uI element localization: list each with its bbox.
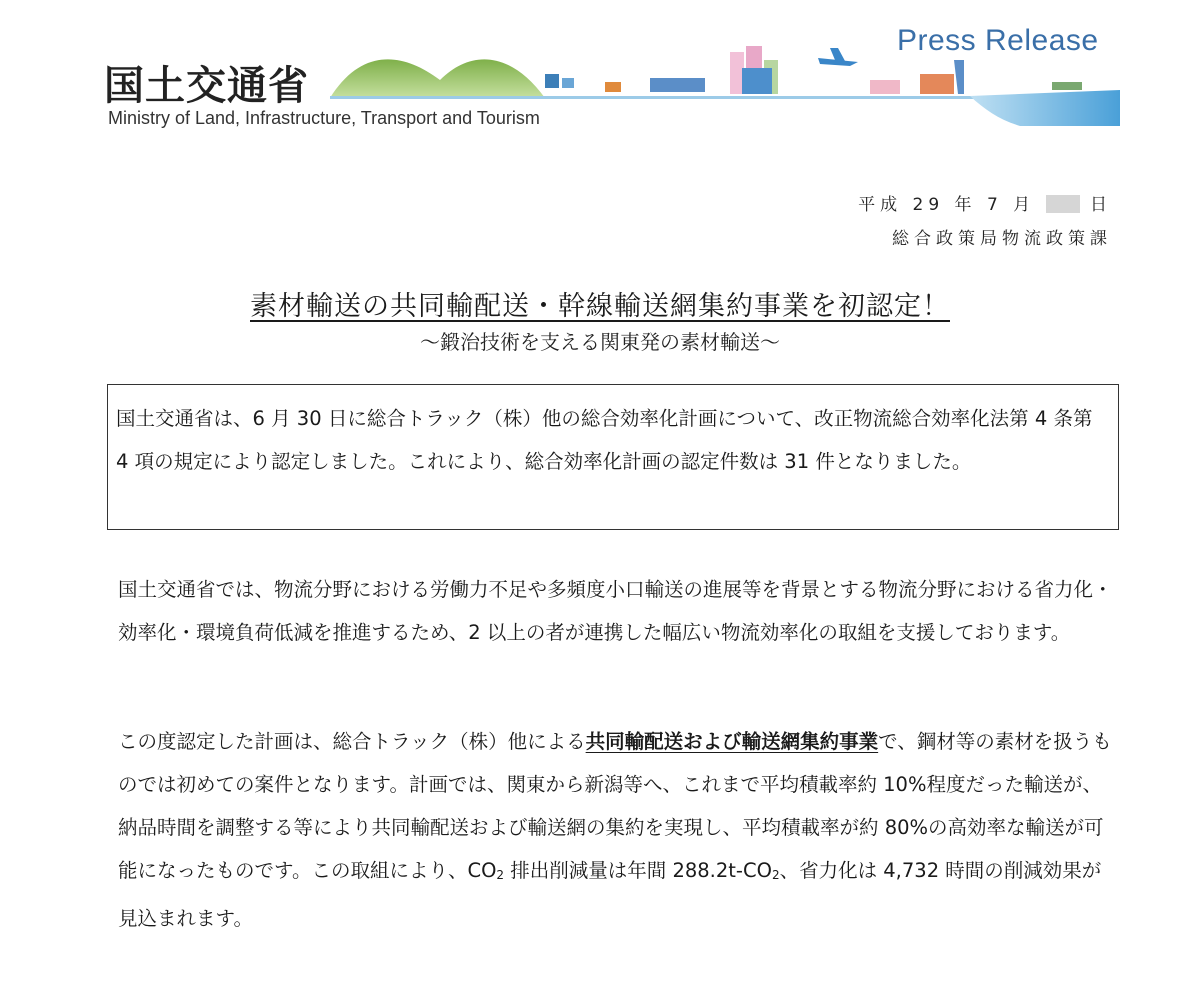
document-subtitle: ～鍛治技術を支える関東発の素材輸送～	[420, 330, 780, 354]
paragraph-2-emphasis: 共同輸配送および輸送網集約事業	[585, 730, 879, 753]
warehouse-icon	[870, 60, 964, 94]
paragraph-2-mid: 排出削減量は年間 288.2t-CO	[504, 859, 772, 882]
co2-label: CO	[467, 859, 497, 882]
date-prefix: 平成 29 年 7 月	[858, 195, 1036, 215]
sea-icon	[970, 82, 1120, 126]
press-release-label: Press Release	[897, 24, 1099, 57]
truck-icon	[545, 74, 705, 92]
release-date	[858, 188, 1112, 222]
document-title	[0, 284, 1200, 323]
airplane-icon	[818, 48, 858, 66]
document-title-text: 素材輸送の共同輸配送・幹線輸送網集約事業を初認定！	[250, 291, 950, 322]
paragraph-2-tail: 、省力化は 4,732 時間の削減効果が見込まれます。	[118, 859, 1102, 930]
redacted-day	[1046, 195, 1080, 213]
department-name: 総合政策局物流政策課	[892, 229, 1112, 249]
body-paragraph-1	[118, 568, 1116, 654]
release-meta	[858, 188, 1112, 256]
paragraph-1-text: 国土交通省では、物流分野における労働力不足や多頻度小口輸送の進展等を背景とする物流分野における省力化・効率化・環境負荷低減を推進するため、2 以上の者が連携した幅広い物流効率化の取組を支援しております。	[118, 578, 1113, 644]
summary-box	[107, 384, 1119, 530]
ministry-name-en: Ministry of Land, Infrastructure, Transport and Tourism	[108, 108, 540, 128]
logistics-banner-illustration	[330, 40, 1120, 130]
co2-subscript-2: 2	[771, 868, 780, 882]
paragraph-2-lead: この度認定した計画は、総合トラック（株）他による	[118, 730, 586, 753]
hills-icon	[330, 59, 1120, 99]
letterhead	[0, 0, 1200, 140]
co2-subscript: 2	[496, 868, 505, 882]
body-paragraph-2	[118, 720, 1116, 940]
paragraph-2-body: で、鋼材等の素材を扱うものでは初めての案件となります。計画では、関東から新潟等へ、これまで平均積載率約 10%程度だった輸送が、納品時間を調整する等により共同輸配送および輸送網の集約を実現し、平均積載率が約 80%の高効率な輸送が可能になったものです。この取組により、	[118, 730, 1112, 882]
buildings-icon	[730, 46, 778, 94]
summary-text: 国土交通省は、6 月 30 日に総合トラック（株）他の総合効率化計画について、改正物流総合効率化法第 4 条第 4 項の規定により認定しました。これにより、総合効率化計画の認定件数は 31 件となりました。	[116, 407, 1093, 473]
date-suffix: 日	[1090, 195, 1112, 215]
ministry-name-jp: 国土交通省	[104, 63, 309, 109]
